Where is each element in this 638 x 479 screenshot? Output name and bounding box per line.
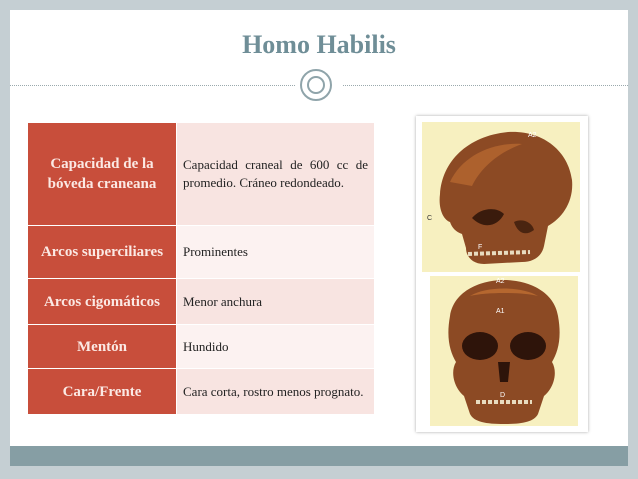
table-row xyxy=(28,123,375,226)
slide-title: Homo Habilis xyxy=(242,30,396,59)
front-label-a2: A2 xyxy=(496,278,505,285)
front-label-d: D xyxy=(500,392,506,399)
table-row xyxy=(28,369,375,415)
row-value: Hundido xyxy=(177,325,375,369)
circle-ornament-icon xyxy=(300,69,332,101)
traits-table xyxy=(27,122,375,415)
side-label-f: F xyxy=(478,244,483,251)
skull-figure xyxy=(416,116,588,432)
table-row xyxy=(28,226,375,279)
skull-side-photo xyxy=(422,122,580,272)
row-label: Capacidad de la bóveda craneana xyxy=(28,123,177,226)
bottom-band xyxy=(10,446,628,466)
row-label: Arcos cigomáticos xyxy=(28,279,177,325)
skull-front-photo xyxy=(430,276,578,426)
row-value: Prominentes xyxy=(177,226,375,279)
side-label-c: C xyxy=(427,215,433,222)
table-row xyxy=(28,325,375,369)
front-label-a1: A1 xyxy=(496,308,505,315)
row-value: Capacidad craneal de 600 cc de promedio. Cráneo redondeado. xyxy=(177,123,375,226)
title-divider-left xyxy=(10,85,295,86)
row-label: Cara/Frente xyxy=(28,369,177,415)
row-value: Cara corta, rostro menos prognato. xyxy=(177,369,375,415)
side-label-a2: A2 xyxy=(528,132,537,139)
skull-front-icon xyxy=(430,276,578,426)
row-label: Mentón xyxy=(28,325,177,369)
table-row xyxy=(28,279,375,325)
row-label: Arcos superciliares xyxy=(28,226,177,279)
skull-side-icon xyxy=(422,122,580,272)
row-value: Menor anchura xyxy=(177,279,375,325)
title-divider-right xyxy=(343,85,628,86)
